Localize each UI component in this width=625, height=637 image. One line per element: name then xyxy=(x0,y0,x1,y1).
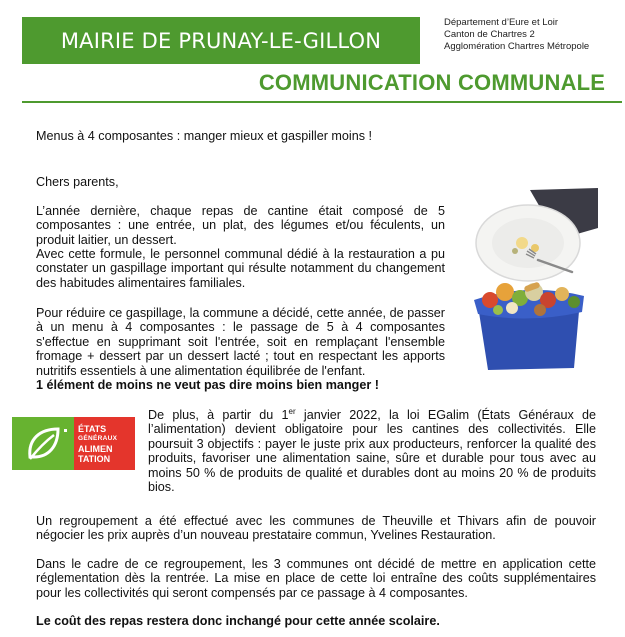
logo-text: TATION xyxy=(78,453,111,464)
banner-title: MAIRIE DE PRUNAY-LE-GILLON xyxy=(60,28,382,53)
header-divider xyxy=(22,101,622,103)
greeting: Chers parents, xyxy=(36,175,119,189)
subject-line: Menus à 4 composantes : manger mieux et gaspiller moins ! xyxy=(36,129,372,143)
header-banner xyxy=(22,17,420,64)
closing-statement: Le coût des repas restera donc inchangé pour cette année scolaire. xyxy=(36,614,440,628)
p4-rest: janvier 2022, la loi EGalim (États Généraux de l’alimentation) devient obligatoire pour les cantines des collectivités. Elle poursuit 3 objectifs : payer le juste prix aux producteurs, renforcer la qualité des produits, favoriser une alimentation saine, sûre et durable pour tous avec au moins 50 % de produits de qualité et durables dont au moins 20 % de produits bios. xyxy=(148,408,596,495)
paragraph-3: Pour réduire ce gaspillage, la commune a décidé, cette année, de passer à un menu à 4 composantes : le passage de 5 à 4 composantes s'effectue en supprimant soit l'entrée, soit en remplaçant l'ensemble fromage + dessert par un dessert lacté ; tout en respectant les apports nutritifs essentiels à une alimentation équilibrée de l'enfant. xyxy=(36,306,445,378)
egalim-logo xyxy=(12,417,135,470)
dept-line: Département d’Eure et Loir xyxy=(444,17,559,28)
leaf-icon xyxy=(12,417,74,470)
logo-red-block xyxy=(74,417,135,470)
paragraph-3-emphasis: 1 élément de moins ne veut pas dire moins bien manger ! xyxy=(36,378,379,392)
food-waste-image xyxy=(460,188,598,370)
dept-line: Agglomération Chartres Métropole xyxy=(444,41,590,52)
paragraph-6: Dans le cadre de ce regroupement, les 3 communes ont décidé de mettre en application cette réglementation dès la rentrée. La mise en place de cette loi entraîne des coûts supplémentaires pour les collectivités qui seront compensés par ce passage à 4 composantes. xyxy=(36,557,596,600)
logo-text: GÉNÉRAUX xyxy=(78,434,118,442)
paragraph-5: Un regroupement a été effectué avec les communes de Theuville et Thivars afin de pouvoir négocier les prix auprès d’un nouveau prestataire commun, Yvelines Restauration. xyxy=(36,514,596,543)
p4-superscript: er xyxy=(288,406,296,416)
p4-start: De plus, à partir du 1 xyxy=(148,408,289,422)
department-info xyxy=(444,17,619,53)
paragraph-4 xyxy=(148,408,596,494)
logo-text: ALIMEN xyxy=(78,443,113,454)
food-waste-illustration xyxy=(460,188,598,370)
communication-title: COMMUNICATION COMMUNALE xyxy=(258,70,606,95)
logo-green-block xyxy=(12,417,74,470)
logo-text: ÉTATS xyxy=(78,423,107,434)
paragraph-1: L’année dernière, chaque repas de cantine était composé de 5 composantes : une entrée, un plat, des légumes et/ou féculents, un produit laitier, un dessert. xyxy=(36,204,445,247)
paragraph-2: Avec cette formule, le personnel communal dédié à la restauration a pu constater un gaspillage important qui résulte notamment du changement des habitudes alimentaires familiales. xyxy=(36,247,445,290)
dept-line: Canton de Chartres 2 xyxy=(444,29,535,40)
